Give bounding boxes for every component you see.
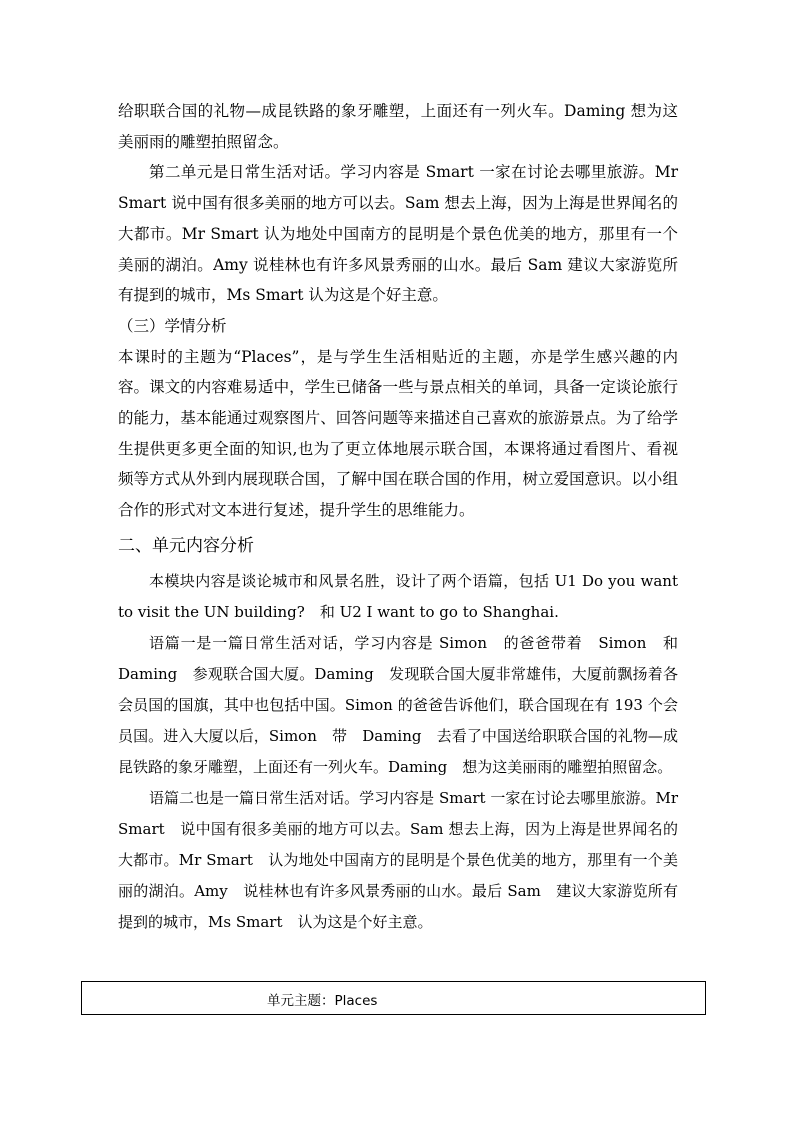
paragraph-continuation: 给职联合国的礼物—成昆铁路的象牙雕塑，上面还有一列火车。Daming 想为这美丽雨的雕塑拍照留念。 <box>118 102 678 151</box>
paragraph-unit2-summary: 第二单元是日常生活对话。学习内容是 Smart 一家在讨论去哪里旅游。Mr Smart 说中国有很多美丽的地方可以去。Sam 想去上海，因为上海是世界闻名的大都市。Mr Smart 认为地处中国南方的昆明是个景色优美的地方，那里有一个美丽的湖泊。Amy 说桂林也有许多风景秀丽的山水。最后 Sam 建议大家游览所有提到的城市，Ms Smart 认为这是个好主意。 <box>118 163 678 305</box>
unit-theme-label: 单元主题：Places <box>267 993 378 1009</box>
paragraph-text-one: 语篇一是一篇日常生活对话，学习内容是 Simon 的爸爸带着 Simon 和 Daming 参观联合国大厦。Daming 发现联合国大厦非常雄伟，大厦前飘扬着各会员国的国旗，其中也包括中国。Simon 的爸爸告诉他们，联合国现在有 193 个会员国。进入大厦以后，Simon 带 Daming 去看了中国送给职联合国的礼物—成昆铁路的象牙雕塑，上面还有一列火车。Daming 想为这美丽雨的雕塑拍照留念。 <box>118 633 694 776</box>
document-body <box>118 96 694 938</box>
paragraph-module-overview: 本模块内容是谈论城市和风景名胜，设计了两个语篇，包括 U1 Do you want to visit the UN building? 和 U2 I want to go to Shanghai. <box>118 571 678 621</box>
paragraph-learner-analysis: 本课时的主题为“Places”，是与学生生活相贴近的主题，亦是学生感兴趣的内容。课文的内容难易适中，学生已储备一些与景点相关的单词，具备一定谈论旅行的能力，基本能通过观察图片、回答问题等来描述自己喜欢的旅游景点。为了给学生提供更多更全面的知识,也为了更立体地展示联合国，本课将通过看图片、看视频等方式从外到内展现联合国，了解中国在联合国的作用，树立爱国意识。以小组合作的形式对文本进行复述，提升学生的思维能力。 <box>118 347 678 520</box>
unit-theme-table <box>81 981 706 1015</box>
section-title-unit-analysis: 二、单元内容分析 <box>118 535 254 556</box>
paragraph-text-two: 语篇二也是一篇日常生活对话。学习内容是 Smart 一家在讨论去哪里旅游。Mr Smart 说中国有很多美丽的地方可以去。Sam 想去上海，因为上海是世界闻名的大都市。Mr Smart 认为地处中国南方的昆明是个景色优美的地方，那里有一个美丽的湖泊。Amy 说桂林也有许多风景秀丽的山水。最后 Sam 建议大家游览所有提到的城市，Ms Smart 认为这是个好主意。 <box>118 788 678 931</box>
subheading-learner-analysis: （三）学情分析 <box>118 316 227 335</box>
